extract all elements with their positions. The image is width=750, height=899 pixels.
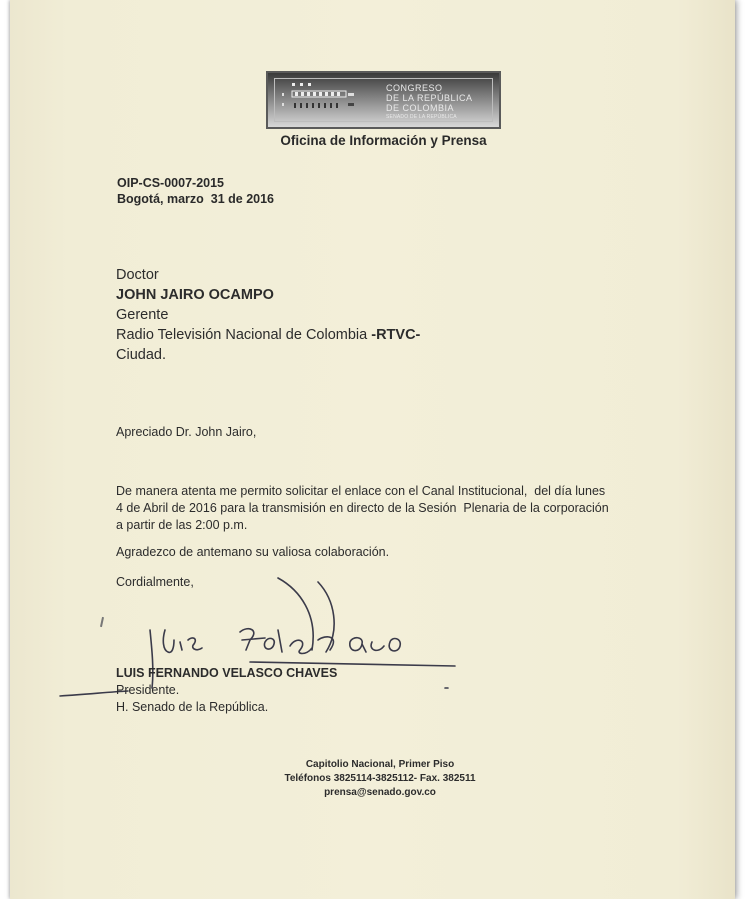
logo-line-4: SENADO DE LA REPÚBLICA	[386, 114, 457, 120]
body-line-1: De manera atenta me permito solicitar el enlace con el Canal Institucional, del día lunes	[116, 484, 606, 498]
body-line-2: 4 de Abril de 2016 para la transmisión en directo de la Sesión Plenaria de la corporación	[116, 501, 609, 515]
signer-institution: H. Senado de la República.	[116, 700, 269, 714]
letter-page	[10, 0, 735, 899]
place-date: Bogotá, marzo 31 de 2016	[117, 192, 275, 206]
footer-address: Capitolio Nacional, Primer Piso	[305, 759, 455, 770]
reference-block	[117, 175, 274, 207]
salutation: Apreciado Dr. John Jairo,	[116, 425, 257, 439]
signer-block	[116, 665, 337, 716]
body-line-3: a partir de las 2:00 p.m.	[116, 518, 248, 532]
recipient-block	[116, 265, 420, 365]
capitol-building-icon	[282, 79, 382, 123]
logo-wordmark	[386, 83, 473, 121]
recipient-organization	[116, 325, 420, 345]
organization-name: Radio Televisión Nacional de Colombia	[116, 327, 372, 343]
recipient-title: Doctor	[116, 267, 159, 283]
logo-line-3: DE COLOMBIA	[386, 103, 455, 113]
office-title: Oficina de Información y Prensa	[280, 133, 487, 148]
footer-email: prensa@senado.gov.co	[324, 787, 436, 798]
footer-phones: Teléfonos 3825114-3825112- Fax. 382511	[284, 773, 476, 784]
reference-code: OIP-CS-0007-2015	[117, 176, 225, 190]
thanks-line: Agradezco de antemano su valiosa colaboración.	[116, 545, 390, 559]
signer-name: LUIS FERNANDO VELASCO CHAVES	[116, 666, 338, 680]
recipient-name: JOHN JAIRO OCAMPO	[116, 287, 274, 303]
logo-line-2: DE LA REPÚBLICA	[386, 93, 473, 103]
congress-logo	[266, 71, 501, 129]
organization-acronym: -RTVC-	[371, 327, 421, 343]
signer-role: Presidente.	[116, 683, 180, 697]
body-paragraph	[116, 483, 656, 534]
logo-line-1: CONGRESO	[386, 83, 443, 93]
footer-contact	[230, 758, 530, 800]
recipient-position: Gerente	[116, 307, 169, 323]
recipient-city: Ciudad.	[116, 347, 166, 363]
closing: Cordialmente,	[116, 575, 194, 589]
